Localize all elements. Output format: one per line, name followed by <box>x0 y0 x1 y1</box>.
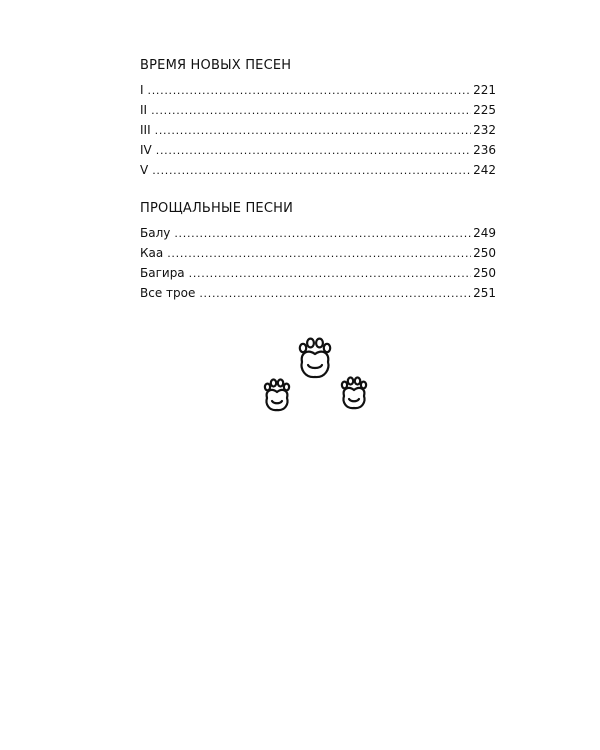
toc-entry[interactable] <box>140 263 496 283</box>
entry-label: V <box>140 163 149 177</box>
dot-leader <box>199 284 471 304</box>
entry-page-number: 250 <box>473 266 496 280</box>
entry-page-number: 242 <box>473 163 496 177</box>
dot-leader <box>148 81 472 101</box>
toc-entry[interactable] <box>140 223 496 243</box>
entry-page-number: 232 <box>473 123 496 137</box>
dot-leader <box>189 264 471 284</box>
toc-entry[interactable] <box>140 160 496 180</box>
entry-label: Каа <box>140 246 164 260</box>
entry-page-number: 225 <box>473 103 496 117</box>
dot-leader <box>174 224 471 244</box>
entry-label: IV <box>140 143 152 157</box>
entry-label: Все трое <box>140 286 196 300</box>
entry-page-number: 236 <box>473 143 496 157</box>
entry-label: Балу <box>140 226 171 240</box>
toc-section-farewell-songs <box>140 200 496 303</box>
toc-entry[interactable] <box>140 283 496 303</box>
toc-entry[interactable] <box>140 80 496 100</box>
section-title: ПРОЩАЛЬНЫЕ ПЕСНИ <box>140 201 294 216</box>
toc-entry[interactable] <box>140 100 496 120</box>
toc-entry[interactable] <box>140 243 496 263</box>
entry-label: II <box>140 103 148 117</box>
dot-leader <box>151 101 471 121</box>
dot-leader <box>156 141 471 161</box>
dot-leader <box>167 244 471 264</box>
entry-page-number: 250 <box>473 246 496 260</box>
entry-page-number: 221 <box>473 83 496 97</box>
toc-entry[interactable] <box>140 140 496 160</box>
entry-label: I <box>140 83 144 97</box>
entry-page-number: 249 <box>473 226 496 240</box>
dot-leader <box>155 121 471 141</box>
section-title: ВРЕМЯ НОВЫХ ПЕСЕН <box>140 58 292 73</box>
toc-entry[interactable] <box>140 120 496 140</box>
entry-label: Багира <box>140 266 185 280</box>
toc-section-new-songs <box>140 57 496 180</box>
paw-icon <box>300 339 330 377</box>
paw-icon <box>342 378 366 409</box>
table-of-contents <box>140 57 496 323</box>
dot-leader <box>152 161 471 181</box>
entry-page-number: 251 <box>473 286 496 300</box>
paw-prints-icon <box>260 333 370 415</box>
entry-label: III <box>140 123 151 137</box>
paw-icon <box>265 380 289 411</box>
